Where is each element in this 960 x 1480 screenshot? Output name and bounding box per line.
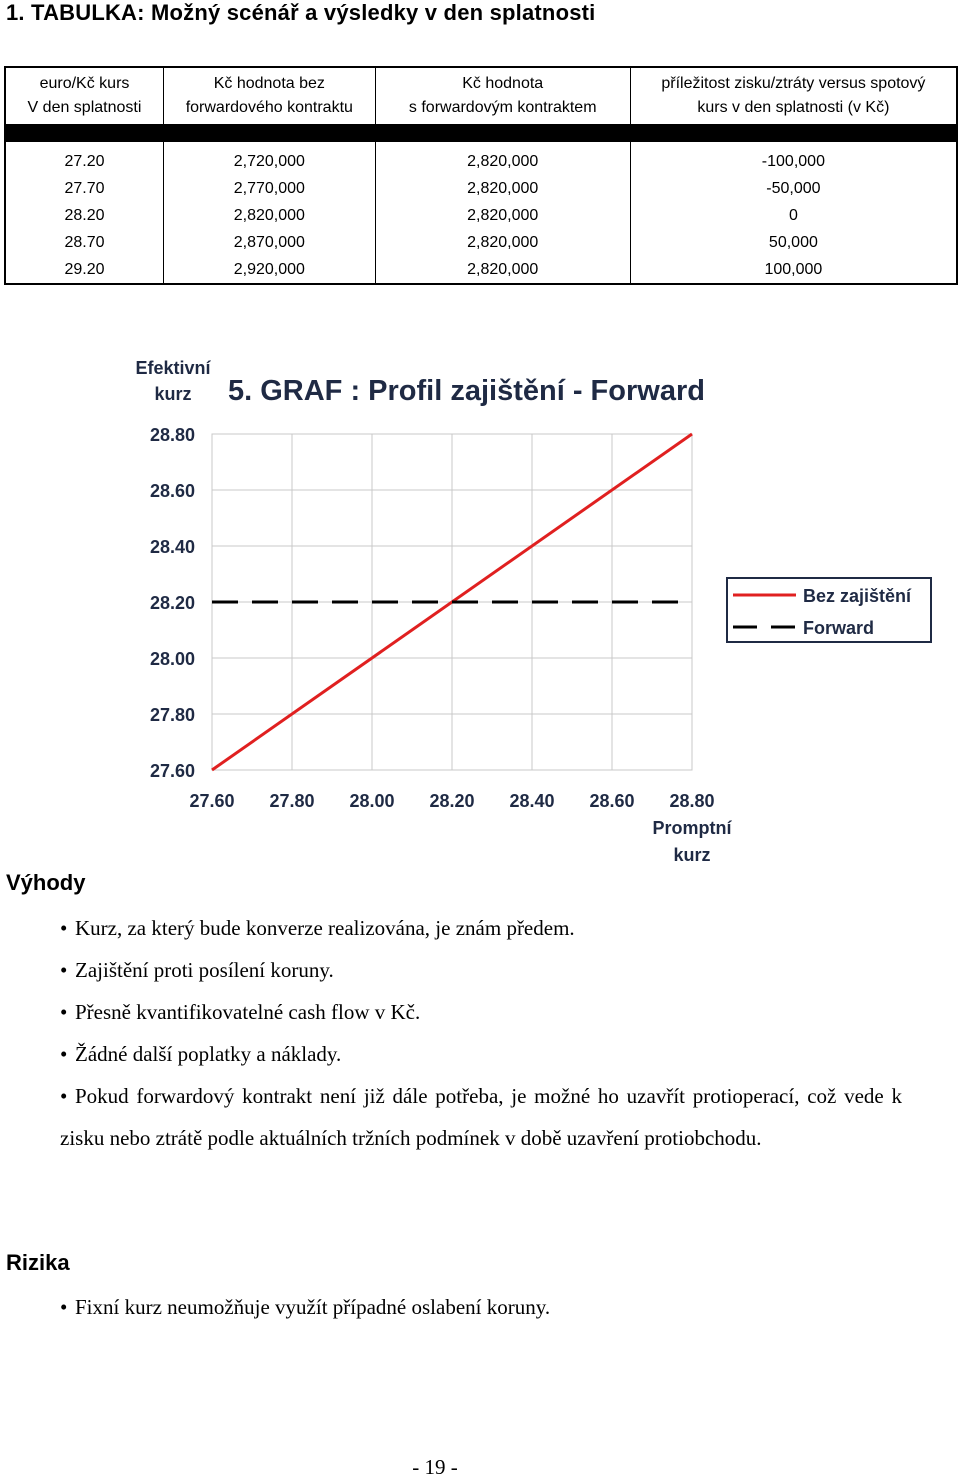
table-cell: 27.70 [5, 175, 163, 202]
chart-title: 5. GRAF : Profil zajištění - Forward [228, 375, 705, 407]
table-row [5, 229, 957, 256]
table-header-row [5, 67, 957, 124]
table-cell: 28.70 [5, 229, 163, 256]
y-tick-label: 28.60 [149, 481, 195, 501]
table-cell: 2,820,000 [375, 202, 630, 229]
y-tick-label: 27.80 [149, 705, 195, 725]
list-item: • Zajištění proti posílení koruny. [60, 949, 902, 991]
list-item: • Kurz, za který bude konverze realizována, je znám předem. [60, 907, 902, 949]
table-cell: 2,820,000 [163, 202, 375, 229]
table-cell: 2,820,000 [375, 256, 630, 284]
advantages-title: Výhody [6, 870, 86, 895]
scenario-table [4, 66, 958, 285]
y-tick-label: 28.40 [149, 537, 195, 557]
x-tick-label: 28.40 [509, 791, 555, 811]
table-cell: 2,870,000 [163, 229, 375, 256]
list-item: • Pokud forwardový kontrakt není již dále potřeba, je možné ho uzavřít protioperací, což vede k zisku nebo ztrátě podle aktuálních tržních podmínek v době uzavření protiobchodu. [60, 1075, 902, 1159]
table-cell: 2,820,000 [375, 175, 630, 202]
table-row [5, 175, 957, 202]
risks-list [60, 1286, 902, 1328]
table-header-cell: příležitost zisku/ztráty versus spotový kurs v den splatnosti (v Kč) [661, 75, 926, 116]
x-tick-label: 28.20 [429, 791, 475, 811]
table-cell: 2,770,000 [163, 175, 375, 202]
x-tick-label: 28.60 [589, 791, 635, 811]
table-cell: 27.20 [5, 142, 163, 175]
advantages-list [60, 907, 902, 1159]
table-cell: 0 [788, 206, 798, 224]
x-tick-label: 27.60 [189, 791, 235, 811]
y-tick-label: 28.80 [149, 425, 195, 445]
chart-legend [727, 578, 931, 642]
bullet-glyph: • [60, 1295, 68, 1319]
legend-label-bez-zajisteni: Bez zajištění [803, 586, 912, 606]
table-cell: 50,000 [768, 233, 818, 251]
table-cell: 28.20 [5, 202, 163, 229]
table-cell: 2,920,000 [163, 256, 375, 284]
table-cell: -50,000 [766, 179, 821, 197]
table-header-cell: euro/Kč kurs V den splatnosti [5, 67, 163, 124]
bullet-glyph: • [60, 1000, 68, 1024]
risks-title: Rizika [6, 1250, 70, 1275]
x-tick-label: 28.80 [669, 791, 715, 811]
bullet-glyph: • [60, 1042, 68, 1066]
bullet-glyph: • [60, 916, 68, 940]
table-separator-bar [5, 124, 957, 142]
bullet-glyph: • [60, 958, 68, 982]
list-item: • Fixní kurz neumožňuje využít případné oslabení koruny. [60, 1286, 902, 1328]
table-row [5, 202, 957, 229]
x-axis-label-line2: kurz [673, 845, 711, 865]
table-cell: 2,820,000 [375, 229, 630, 256]
table-row [5, 256, 957, 284]
table-header-cell: Kč hodnota s forwardovým kontraktem [375, 67, 630, 124]
x-axis-label-line1: Promptní [652, 818, 732, 838]
table-cell: 29.20 [5, 256, 163, 284]
list-item: • Žádné další poplatky a náklady. [60, 1033, 902, 1075]
y-axis-label-line2: kurz [154, 384, 192, 404]
bullet-glyph: • [60, 1084, 68, 1108]
list-item: • Přesně kvantifikovatelné cash flow v Kč. [60, 991, 902, 1033]
legend-label-forward: Forward [803, 618, 875, 638]
table-row [5, 142, 957, 175]
y-axis-label-line1: Efektivní [135, 358, 211, 378]
table-header-cell: Kč hodnota bez forwardového kontraktu [163, 67, 375, 124]
hedge-profile-chart [0, 340, 960, 870]
table-cell: 2,820,000 [375, 142, 630, 175]
x-tick-label: 27.80 [269, 791, 315, 811]
y-tick-label: 27.60 [149, 761, 195, 781]
y-tick-label: 28.20 [149, 593, 195, 613]
table-cell: -100,000 [761, 152, 825, 170]
table-cell: 100,000 [764, 260, 823, 278]
x-tick-label: 28.00 [349, 791, 395, 811]
y-tick-label: 28.00 [149, 649, 195, 669]
page-heading: 1. TABULKA: Možný scénář a výsledky v den splatnosti [6, 0, 596, 25]
table-cell: 2,720,000 [163, 142, 375, 175]
page-number: - 19 - [412, 1455, 458, 1479]
